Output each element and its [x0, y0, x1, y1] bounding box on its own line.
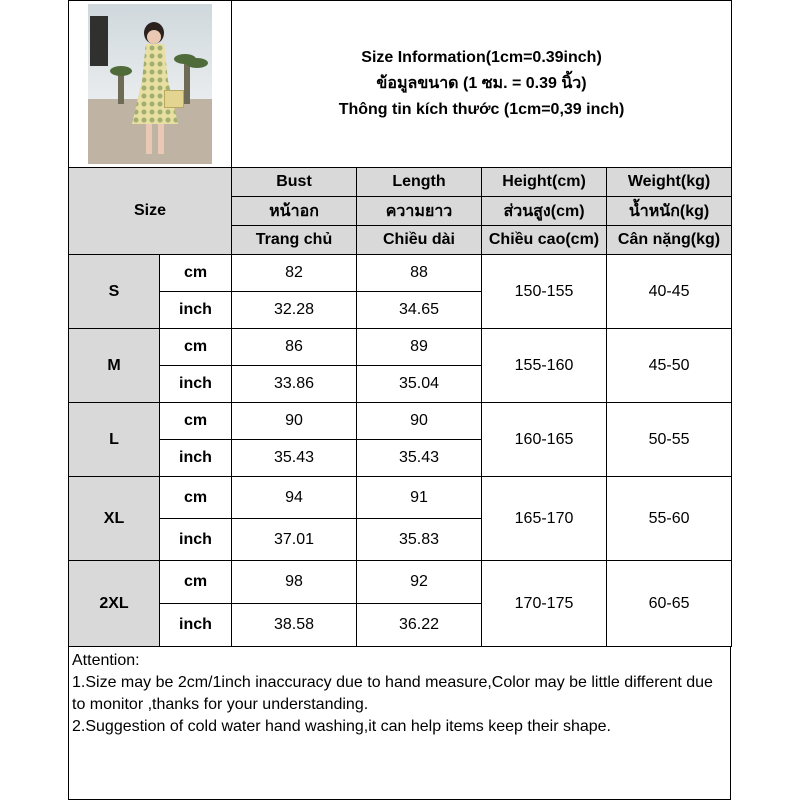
col-height-vi: Chiều cao(cm)	[482, 226, 607, 255]
attention-heading: Attention:	[72, 652, 140, 669]
length-cm: 88	[357, 255, 482, 292]
table-row	[69, 403, 732, 440]
height-range: 165-170	[482, 477, 607, 561]
size-label: Size	[69, 168, 232, 255]
height-range: 150-155	[482, 255, 607, 329]
length-inch: 36.22	[357, 604, 482, 647]
unit-cm: cm	[160, 561, 232, 604]
unit-cm: cm	[160, 477, 232, 519]
model-photo-icon	[88, 4, 212, 164]
photo-cell	[69, 1, 232, 168]
bust-inch: 37.01	[232, 519, 357, 561]
bust-inch: 33.86	[232, 366, 357, 403]
length-inch: 35.43	[357, 440, 482, 477]
size-info-title	[232, 1, 732, 168]
length-inch: 35.83	[357, 519, 482, 561]
length-cm: 92	[357, 561, 482, 604]
attention-notes	[68, 647, 731, 800]
length-cm: 90	[357, 403, 482, 440]
col-height-en: Height(cm)	[482, 168, 607, 197]
bust-cm: 98	[232, 561, 357, 604]
length-cm: 89	[357, 329, 482, 366]
bust-inch: 35.43	[232, 440, 357, 477]
col-bust-en: Bust	[232, 168, 357, 197]
table-row	[69, 329, 732, 366]
col-weight-en: Weight(kg)	[607, 168, 732, 197]
unit-inch: inch	[160, 440, 232, 477]
bust-cm: 86	[232, 329, 357, 366]
title-line-en: Size Information(1cm=0.39inch)	[361, 49, 602, 66]
unit-cm: cm	[160, 329, 232, 366]
size-table	[68, 0, 732, 647]
table-row	[69, 477, 732, 519]
bust-cm: 82	[232, 255, 357, 292]
size-name: 2XL	[69, 561, 160, 647]
unit-cm: cm	[160, 403, 232, 440]
bust-cm: 90	[232, 403, 357, 440]
weight-range: 40-45	[607, 255, 732, 329]
title-line-th: ข้อมูลขนาด (1 ซม. = 0.39 นิ้ว)	[376, 75, 587, 92]
size-name: M	[69, 329, 160, 403]
length-inch: 34.65	[357, 292, 482, 329]
unit-inch: inch	[160, 292, 232, 329]
weight-range: 50-55	[607, 403, 732, 477]
attention-line-1: 1.Size may be 2cm/1inch inaccuracy due to hand measure,Color may be little different due to monitor ,thanks for your understanding.	[72, 674, 713, 713]
unit-cm: cm	[160, 255, 232, 292]
col-length-en: Length	[357, 168, 482, 197]
col-weight-vi: Cân nặng(kg)	[607, 226, 732, 255]
weight-range: 45-50	[607, 329, 732, 403]
bust-inch: 32.28	[232, 292, 357, 329]
height-range: 160-165	[482, 403, 607, 477]
col-weight-th: น้ำหนัก(kg)	[607, 197, 732, 226]
weight-range: 60-65	[607, 561, 732, 647]
col-length-th: ความยาว	[357, 197, 482, 226]
table-row	[69, 255, 732, 292]
size-name: L	[69, 403, 160, 477]
length-cm: 91	[357, 477, 482, 519]
col-height-th: ส่วนสูง(cm)	[482, 197, 607, 226]
height-range: 155-160	[482, 329, 607, 403]
table-row	[69, 561, 732, 604]
bust-cm: 94	[232, 477, 357, 519]
size-chart	[68, 0, 731, 800]
length-inch: 35.04	[357, 366, 482, 403]
bust-inch: 38.58	[232, 604, 357, 647]
weight-range: 55-60	[607, 477, 732, 561]
size-name: XL	[69, 477, 160, 561]
title-line-vi: Thông tin kích thước (1cm=0,39 inch)	[338, 101, 625, 118]
attention-line-2: 2.Suggestion of cold water hand washing,it can help items keep their shape.	[72, 718, 611, 735]
col-length-vi: Chiều dài	[357, 226, 482, 255]
size-name: S	[69, 255, 160, 329]
col-bust-th: หน้าอก	[232, 197, 357, 226]
unit-inch: inch	[160, 519, 232, 561]
unit-inch: inch	[160, 604, 232, 647]
height-range: 170-175	[482, 561, 607, 647]
col-bust-vi: Trang chủ	[232, 226, 357, 255]
unit-inch: inch	[160, 366, 232, 403]
